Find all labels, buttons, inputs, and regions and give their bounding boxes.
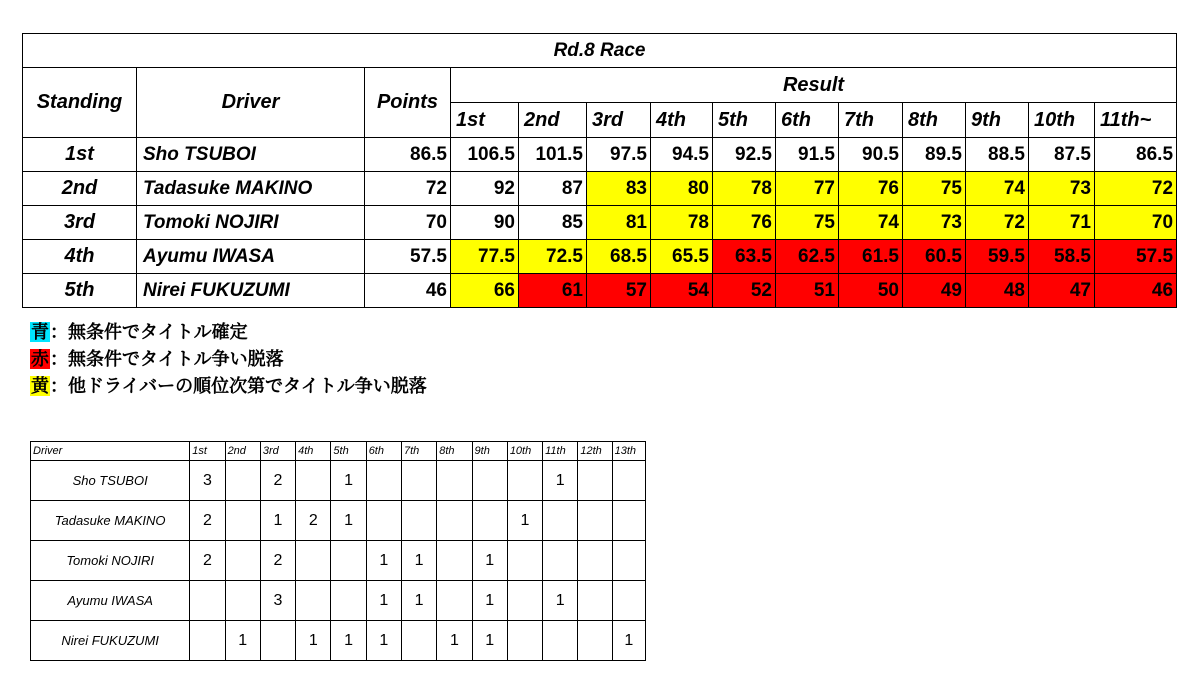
fin-position-header: 9th	[472, 442, 507, 461]
fin-position-header: 7th	[401, 442, 436, 461]
fin-driver-cell: Sho TSUBOI	[31, 461, 190, 501]
finishes-row	[31, 581, 646, 621]
result-cell: 72	[1095, 172, 1177, 206]
fin-count-cell	[190, 621, 225, 661]
fin-count-cell: 3	[260, 581, 295, 621]
fin-count-cell: 2	[190, 501, 225, 541]
driver-cell: Tomoki NOJIRI	[137, 206, 365, 240]
points-cell: 86.5	[365, 138, 451, 172]
result-cell: 70	[1095, 206, 1177, 240]
result-cell: 72	[966, 206, 1029, 240]
standings-row	[23, 206, 1177, 240]
fin-driver-cell: Tadasuke MAKINO	[31, 501, 190, 541]
fin-count-cell	[296, 541, 331, 581]
fin-count-cell	[543, 621, 578, 661]
fin-position-header: 13th	[612, 442, 645, 461]
result-cell: 75	[776, 206, 839, 240]
result-position-header: 10th	[1029, 103, 1095, 138]
fin-count-cell: 2	[260, 541, 295, 581]
fin-count-cell	[331, 541, 366, 581]
standing-cell: 2nd	[23, 172, 137, 206]
result-cell: 49	[903, 274, 966, 308]
fin-count-cell: 2	[190, 541, 225, 581]
points-cell: 46	[365, 274, 451, 308]
fin-count-cell: 1	[331, 501, 366, 541]
fin-count-cell	[331, 581, 366, 621]
result-cell: 61.5	[839, 240, 903, 274]
result-cell: 77	[776, 172, 839, 206]
result-cell: 52	[713, 274, 776, 308]
standing-cell: 3rd	[23, 206, 137, 240]
result-cell: 91.5	[776, 138, 839, 172]
fin-count-cell	[225, 541, 260, 581]
result-cell: 59.5	[966, 240, 1029, 274]
fin-driver-cell: Ayumu IWASA	[31, 581, 190, 621]
fin-count-cell	[437, 461, 472, 501]
legend-color-key: 青	[31, 322, 49, 342]
fin-count-cell	[578, 621, 612, 661]
result-cell: 66	[451, 274, 519, 308]
championship-scenario-table	[22, 33, 1177, 308]
finishes-row	[31, 501, 646, 541]
fin-count-cell	[296, 581, 331, 621]
fin-count-cell	[296, 461, 331, 501]
driver-cell: Ayumu IWASA	[137, 240, 365, 274]
fin-count-cell: 1	[472, 621, 507, 661]
fin-count-cell: 1	[612, 621, 645, 661]
fin-count-cell	[472, 461, 507, 501]
fin-count-cell: 1	[225, 621, 260, 661]
result-cell: 50	[839, 274, 903, 308]
result-cell: 97.5	[587, 138, 651, 172]
result-cell: 63.5	[713, 240, 776, 274]
legend-item	[30, 319, 427, 346]
standings-row	[23, 138, 1177, 172]
result-cell: 72.5	[519, 240, 587, 274]
fin-count-cell	[543, 541, 578, 581]
result-cell: 90	[451, 206, 519, 240]
fin-count-cell	[612, 541, 645, 581]
points-header: Points	[365, 68, 451, 138]
fin-count-cell: 1	[401, 581, 436, 621]
fin-count-cell: 1	[366, 621, 401, 661]
fin-count-cell	[507, 581, 542, 621]
result-cell: 94.5	[651, 138, 713, 172]
result-cell: 71	[1029, 206, 1095, 240]
result-cell: 92.5	[713, 138, 776, 172]
standings-row	[23, 274, 1177, 308]
standings-row	[23, 240, 1177, 274]
points-cell: 57.5	[365, 240, 451, 274]
fin-count-cell: 1	[366, 541, 401, 581]
result-cell: 76	[713, 206, 776, 240]
fin-count-cell	[190, 581, 225, 621]
fin-count-cell: 2	[296, 501, 331, 541]
standings-row	[23, 172, 1177, 206]
fin-count-cell	[578, 541, 612, 581]
fin-count-cell: 2	[260, 461, 295, 501]
fin-driver-header: Driver	[31, 442, 190, 461]
result-cell: 51	[776, 274, 839, 308]
fin-driver-cell: Nirei FUKUZUMI	[31, 621, 190, 661]
driver-header: Driver	[137, 68, 365, 138]
fin-count-cell	[401, 461, 436, 501]
legend-item	[30, 346, 427, 373]
driver-cell: Tadasuke MAKINO	[137, 172, 365, 206]
fin-count-cell	[225, 581, 260, 621]
points-cell: 70	[365, 206, 451, 240]
result-cell: 87.5	[1029, 138, 1095, 172]
finishes-row	[31, 461, 646, 501]
result-cell: 46	[1095, 274, 1177, 308]
fin-count-cell	[366, 461, 401, 501]
result-cell: 77.5	[451, 240, 519, 274]
legend-text: ：無条件でタイトル争い脱落	[50, 349, 284, 369]
result-cell: 87	[519, 172, 587, 206]
driver-cell: Nirei FUKUZUMI	[137, 274, 365, 308]
result-cell: 85	[519, 206, 587, 240]
fin-count-cell: 1	[366, 581, 401, 621]
result-cell: 57.5	[1095, 240, 1177, 274]
result-cell: 78	[651, 206, 713, 240]
result-cell: 73	[1029, 172, 1095, 206]
fin-position-header: 11th	[543, 442, 578, 461]
result-cell: 92	[451, 172, 519, 206]
result-cell: 83	[587, 172, 651, 206]
fin-count-cell	[437, 541, 472, 581]
fin-count-cell	[366, 501, 401, 541]
result-cell: 88.5	[966, 138, 1029, 172]
table-title: Rd.8 Race	[23, 34, 1177, 68]
fin-count-cell	[507, 461, 542, 501]
result-cell: 76	[839, 172, 903, 206]
fin-position-header: 6th	[366, 442, 401, 461]
result-cell: 47	[1029, 274, 1095, 308]
result-position-header: 7th	[839, 103, 903, 138]
legend-color-key: 黄	[31, 376, 49, 396]
fin-position-header: 3rd	[260, 442, 295, 461]
result-cell: 62.5	[776, 240, 839, 274]
fin-count-cell	[472, 501, 507, 541]
fin-count-cell	[612, 581, 645, 621]
fin-driver-cell: Tomoki NOJIRI	[31, 541, 190, 581]
legend-text: ：無条件でタイトル確定	[50, 322, 248, 342]
legend-color-key: 赤	[31, 349, 49, 369]
fin-position-header: 2nd	[225, 442, 260, 461]
result-cell: 54	[651, 274, 713, 308]
driver-cell: Sho TSUBOI	[137, 138, 365, 172]
fin-count-cell: 1	[331, 621, 366, 661]
finishes-table	[30, 441, 646, 661]
fin-count-cell	[578, 501, 612, 541]
result-position-header: 3rd	[587, 103, 651, 138]
legend	[30, 319, 427, 400]
fin-count-cell: 1	[472, 541, 507, 581]
result-cell: 58.5	[1029, 240, 1095, 274]
fin-count-cell	[578, 581, 612, 621]
fin-position-header: 10th	[507, 442, 542, 461]
standing-cell: 5th	[23, 274, 137, 308]
legend-item	[30, 373, 427, 400]
fin-count-cell	[401, 501, 436, 541]
fin-count-cell: 1	[507, 501, 542, 541]
result-cell: 65.5	[651, 240, 713, 274]
fin-count-cell	[507, 541, 542, 581]
fin-position-header: 5th	[331, 442, 366, 461]
result-position-header: 1st	[451, 103, 519, 138]
fin-count-cell	[225, 501, 260, 541]
fin-count-cell	[507, 621, 542, 661]
fin-count-cell: 1	[543, 581, 578, 621]
result-cell: 68.5	[587, 240, 651, 274]
result-header: Result	[451, 68, 1177, 103]
points-cell: 72	[365, 172, 451, 206]
fin-count-cell	[578, 461, 612, 501]
fin-count-cell	[612, 501, 645, 541]
result-cell: 75	[903, 172, 966, 206]
result-position-header: 6th	[776, 103, 839, 138]
fin-count-cell	[401, 621, 436, 661]
result-cell: 60.5	[903, 240, 966, 274]
result-cell: 74	[966, 172, 1029, 206]
fin-count-cell: 1	[331, 461, 366, 501]
fin-count-cell: 1	[472, 581, 507, 621]
result-cell: 48	[966, 274, 1029, 308]
result-cell: 61	[519, 274, 587, 308]
fin-count-cell: 1	[260, 501, 295, 541]
fin-count-cell	[543, 501, 578, 541]
result-cell: 106.5	[451, 138, 519, 172]
fin-position-header: 4th	[296, 442, 331, 461]
standing-header: Standing	[23, 68, 137, 138]
fin-count-cell	[260, 621, 295, 661]
result-position-header: 8th	[903, 103, 966, 138]
result-cell: 86.5	[1095, 138, 1177, 172]
fin-count-cell: 1	[543, 461, 578, 501]
result-cell: 73	[903, 206, 966, 240]
standing-cell: 1st	[23, 138, 137, 172]
result-cell: 80	[651, 172, 713, 206]
fin-position-header: 12th	[578, 442, 612, 461]
result-position-header: 9th	[966, 103, 1029, 138]
result-position-header: 2nd	[519, 103, 587, 138]
fin-count-cell	[225, 461, 260, 501]
result-position-header: 5th	[713, 103, 776, 138]
result-cell: 90.5	[839, 138, 903, 172]
result-position-header: 11th~	[1095, 103, 1177, 138]
result-cell: 57	[587, 274, 651, 308]
result-cell: 78	[713, 172, 776, 206]
fin-count-cell: 1	[401, 541, 436, 581]
fin-count-cell: 3	[190, 461, 225, 501]
fin-count-cell	[437, 501, 472, 541]
finishes-row	[31, 541, 646, 581]
result-cell: 101.5	[519, 138, 587, 172]
fin-count-cell	[437, 581, 472, 621]
standing-cell: 4th	[23, 240, 137, 274]
result-position-header: 4th	[651, 103, 713, 138]
result-cell: 81	[587, 206, 651, 240]
result-cell: 89.5	[903, 138, 966, 172]
fin-count-cell: 1	[437, 621, 472, 661]
fin-position-header: 8th	[437, 442, 472, 461]
legend-text: ：他ドライバーの順位次第でタイトル争い脱落	[50, 376, 427, 396]
fin-position-header: 1st	[190, 442, 225, 461]
fin-count-cell: 1	[296, 621, 331, 661]
fin-count-cell	[612, 461, 645, 501]
finishes-row	[31, 621, 646, 661]
result-cell: 74	[839, 206, 903, 240]
